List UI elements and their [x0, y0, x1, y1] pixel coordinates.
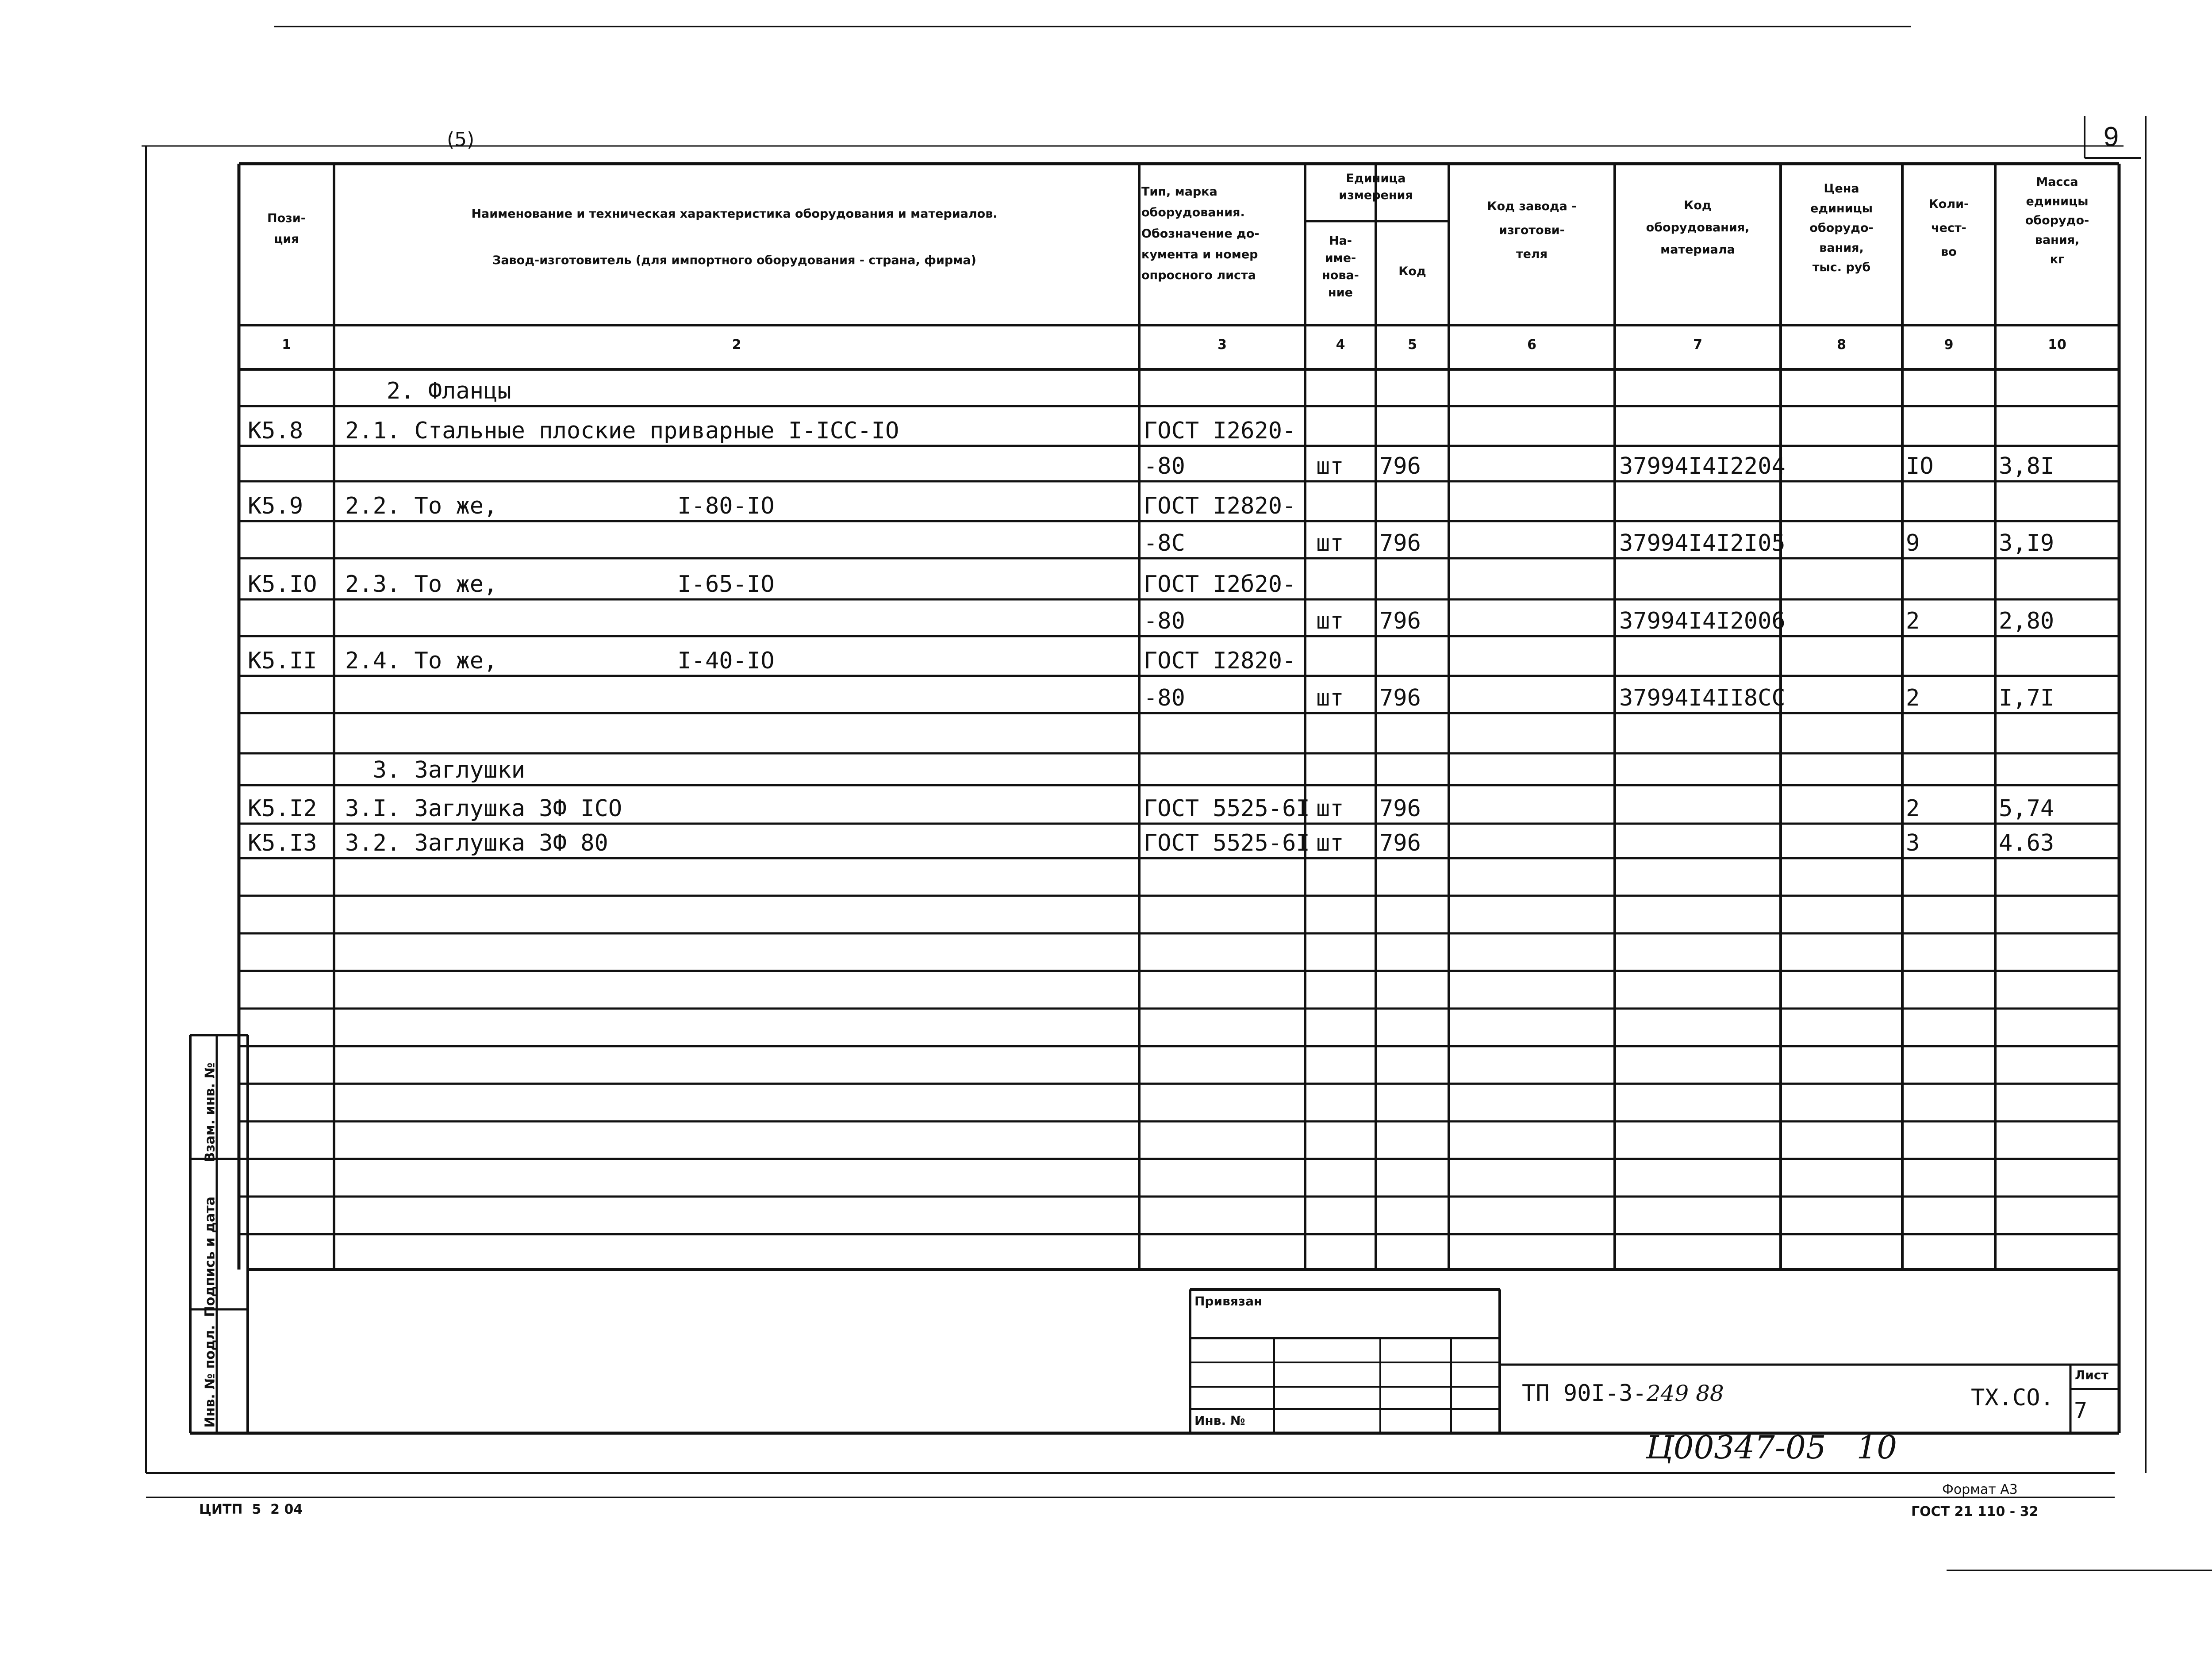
row-quantity: 3	[1906, 830, 1920, 856]
row-equipment-code: 37994I4I2006	[1619, 608, 1786, 634]
row-name: 3.I. Заглушка ЗФ IСО	[345, 795, 622, 822]
row-mass: 4.63	[1999, 830, 2055, 856]
row-name: 2.2. То же, I-80-IО	[345, 493, 775, 519]
row-mass: I,7I	[1999, 685, 2055, 711]
row-type: ГОСТ I2620-	[1144, 418, 1296, 444]
row-unit-code: 796	[1379, 608, 1421, 634]
row-name: 2.3. То же, I-65-IО	[345, 571, 775, 598]
header-factory-code: Код завода - изготови- теля	[1487, 199, 1577, 261]
row-name: 2.1. Стальные плоские приварные I-IСС-IО	[345, 418, 899, 444]
column-number: 3	[1217, 337, 1227, 353]
row-type: ГОСТ 5525-6I	[1144, 830, 1310, 856]
stamp-sheet-label: Лист	[2075, 1368, 2108, 1382]
row-unit-name: шт	[1316, 830, 1344, 856]
row-unit-name: шт	[1316, 530, 1344, 556]
column-number: 7	[1693, 337, 1702, 353]
row-mass: 2,80	[1999, 608, 2055, 634]
row-equipment-code: 37994I4II8CС	[1619, 685, 1786, 711]
document-code	[1522, 1380, 1724, 1407]
row-equipment-code: 37994I4I2204	[1619, 453, 1786, 480]
footer-gost: ГОСТ 21 110 - 32	[1911, 1504, 2039, 1519]
row-type: -80	[1144, 453, 1185, 480]
row-unit-code: 796	[1379, 685, 1421, 711]
side-label-replacement-inv: Взам. инв. №	[202, 1062, 218, 1162]
row-mass: 3,I9	[1999, 530, 2055, 556]
header-quantity: Коли- чест- во	[1928, 197, 1969, 259]
stamp-privyazan: Привязан	[1194, 1294, 1263, 1308]
column-number: 9	[1944, 337, 1954, 353]
row-type: ГОСТ I2б20-	[1144, 571, 1296, 598]
column-number: 4	[1336, 337, 1345, 353]
row-quantity: IО	[1906, 453, 1934, 480]
top-marker: (5)	[447, 128, 475, 151]
row-type: -80	[1144, 608, 1185, 634]
footer-left: ЦИТП 5 2 04	[199, 1502, 303, 1517]
row-mass: 5,74	[1999, 795, 2055, 822]
row-unit-name: шт	[1316, 453, 1344, 480]
side-label-original-inv: Инв. № подл.	[202, 1325, 218, 1428]
row-position: К5.II	[248, 648, 317, 674]
stamp-inv-no: Инв. №	[1194, 1413, 1245, 1428]
row-unit-code: 796	[1379, 530, 1421, 556]
row-unit-code: 796	[1379, 453, 1421, 480]
row-unit-name: шт	[1316, 608, 1344, 634]
row-unit-name: шт	[1316, 795, 1344, 822]
header-equipment-code: Код оборудования, материала	[1646, 199, 1750, 257]
column-number: 1	[282, 337, 291, 353]
side-label-signature-date: Подпись и дата	[202, 1197, 218, 1317]
row-position: К5.8	[248, 418, 303, 444]
row-position: К5.9	[248, 493, 303, 519]
row-name: 2.4. То же, I-40-IО	[345, 648, 775, 674]
column-number: 6	[1527, 337, 1536, 353]
row-name: 2. Фланцы	[345, 378, 511, 404]
row-type: -80	[1144, 685, 1185, 711]
header-unit-name: На- име- нова- ние	[1322, 234, 1359, 300]
header-unit-group: Единица измерения	[1339, 172, 1413, 202]
header-position: Пози- ция	[267, 211, 306, 246]
row-type: -8С	[1144, 530, 1185, 556]
row-type: ГОСТ I2820-	[1144, 648, 1296, 674]
header-name-line1: Наименование и техническая характеристика оборудования и материалов.	[471, 207, 998, 221]
header-price: Цена единицы оборудо- вания, тыс. руб	[1809, 182, 1874, 275]
row-mass: 3,8I	[1999, 453, 2055, 480]
column-number: 5	[1408, 337, 1417, 353]
row-quantity: 9	[1906, 530, 1920, 556]
header-unit-code: Код	[1398, 265, 1426, 278]
stamp-sheet-number: 7	[2074, 1398, 2088, 1423]
header-mass: Масса единицы оборудо- вания, кг	[2025, 175, 2089, 266]
header-name-line2: Завод-изготовитель (для импортного оборудования - страна, фирма)	[492, 253, 976, 267]
row-position: К5.I2	[248, 795, 317, 822]
document-code-handwritten: 249 88	[1646, 1381, 1724, 1406]
row-unit-name: шт	[1316, 685, 1344, 711]
row-quantity: 2	[1906, 685, 1920, 711]
row-equipment-code: 37994I4I2I05	[1619, 530, 1786, 556]
column-number: 10	[2048, 337, 2066, 353]
column-number: 8	[1837, 337, 1846, 353]
footer-format: Формат А3	[1942, 1482, 2018, 1497]
column-number: 2	[732, 337, 741, 353]
row-type: ГОСТ 5525-6I	[1144, 795, 1310, 822]
document-code-printed: ТП 90I-3-	[1522, 1380, 1647, 1407]
row-unit-code: 796	[1379, 795, 1421, 822]
row-position: К5.I3	[248, 830, 317, 856]
document-suffix: ТХ.СО.	[1971, 1385, 2054, 1411]
row-quantity: 2	[1906, 795, 1920, 822]
page-number: 9	[2103, 122, 2119, 152]
row-unit-code: 796	[1379, 830, 1421, 856]
row-type: ГОСТ I2820-	[1144, 493, 1296, 519]
row-name: 3.2. Заглушка ЗФ 80	[345, 830, 608, 856]
row-position: К5.IО	[248, 571, 317, 598]
row-name: 3. Заглушки	[345, 757, 525, 783]
header-type: Тип, марка оборудования. Обозначение до- кумента и номер опросного листа	[1141, 185, 1260, 282]
row-quantity: 2	[1906, 608, 1920, 634]
handwritten-archive-number: Ц00347-05 10	[1646, 1429, 1897, 1466]
